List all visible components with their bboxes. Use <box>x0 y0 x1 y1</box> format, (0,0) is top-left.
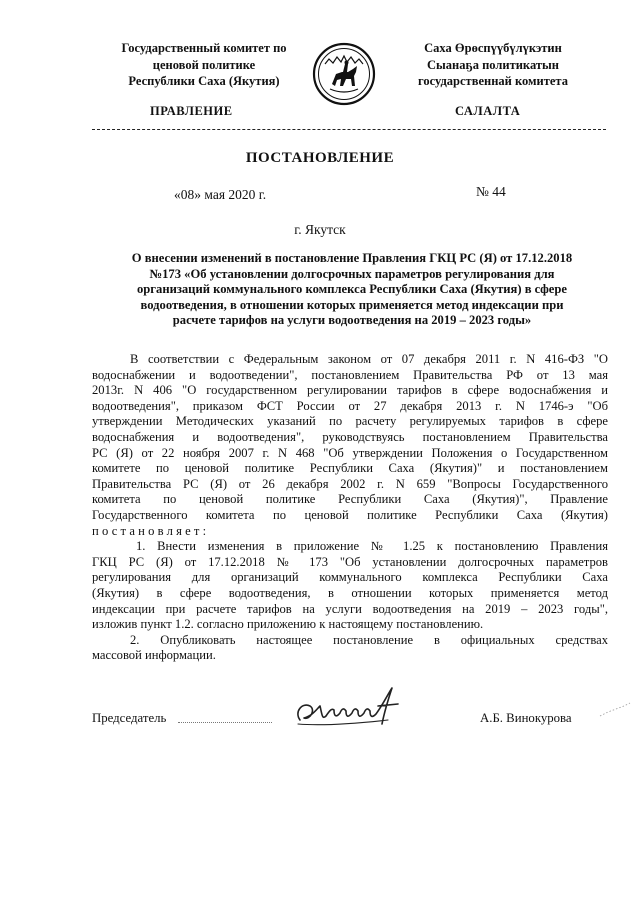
body-line: Государственного комитета по ценовой политике Республики Саха (Якутия) <box>92 507 608 522</box>
body-line: В соответствии с Федеральным законом от 07 декабря 2011 г. N 416-ФЗ "О <box>130 352 608 366</box>
item1-line: регулирования для организаций коммунального комплекса Республики Саха <box>92 570 608 585</box>
subject-line: расчете тарифов на услуги водоотведения на 2019 – 2023 годы» <box>172 313 532 327</box>
document-subject <box>96 251 608 329</box>
body-line: комитете по ценовой политике Республики Саха (Якутия)" и постановлением <box>92 461 608 476</box>
subject-line: организаций коммунального комплекса Республики Саха (Якутия) в сфере <box>137 282 567 296</box>
header-right-line: государственнай комитета <box>418 74 568 88</box>
header-left-org <box>104 40 304 90</box>
body-line: водоотведения", приказом ФСТ России от 27 декабря 2013 г. N 1746-э "Об <box>92 398 608 413</box>
item1-line: 1. Внести изменения в приложение № 1.25 к постановлению Правления <box>136 539 608 554</box>
document-date: «08» мая 2020 г. <box>174 187 267 202</box>
header-left-line: Республики Саха (Якутия) <box>128 74 280 88</box>
subject-line: водоотведения, в отношении которых применяется метод индексации при <box>140 297 564 312</box>
item2-line: массовой информации. <box>92 648 216 663</box>
document-number: № 44 <box>476 184 506 199</box>
board-label-ru: ПРАВЛЕНИЕ <box>150 104 233 118</box>
document-body <box>92 352 608 664</box>
header-right-org <box>388 40 598 90</box>
item2-line: 2. Опубликовать настоящее постановление в официальных средствах <box>130 632 608 647</box>
board-label-sakha: САЛАЛТА <box>455 104 521 118</box>
item1-line: ГКЦ РС (Я) от 17.12.2018 № 173 "Об установлении долгосрочных параметров <box>92 554 608 569</box>
header-left-line: Государственный комитет по <box>121 41 287 55</box>
subject-line: №173 «Об установлении долгосрочных параметров регулирования для <box>149 266 555 281</box>
item1-line: изложив пункт 1.2. согласно приложению к настоящему постановлению. <box>92 617 484 632</box>
document-city: г. Якутск <box>294 222 346 237</box>
resolves-word: постановляет: <box>92 523 210 538</box>
body-line: Правительства РС (Я) от 26 декабря 2002 г. N 659 "Вопросы Государственного <box>92 476 608 491</box>
header-right-line: Сыанаҕа политикатын <box>427 57 559 72</box>
signatory-title: Председатель <box>92 711 167 725</box>
scan-artifact <box>598 700 632 720</box>
body-line: РС (Я) от 22 ноября 2007 г. N 468 "Об утверждении Положения о Государственном <box>92 445 608 460</box>
header-right-line: Саха Өрөспүүбүлүкэтин <box>424 41 562 55</box>
item1-line: индексации при расчете тарифов на услуги водоотведения на 2019 – 2023 годы", <box>92 601 608 616</box>
body-line: комитета по ценовой политике Республики Саха (Якутия)", Правление <box>92 492 608 507</box>
subject-line: О внесении изменений в постановление Правления ГКЦ РС (Я) от 17.12.2018 <box>131 251 573 265</box>
body-line: 2013г. N 406 "О государственном регулировании тарифов в сфере водоснабжения и <box>92 383 608 398</box>
body-line: водоснабжения и водоотведения", руководствуясь постановлением Правительства <box>92 429 608 444</box>
header-divider <box>92 129 606 130</box>
signature-dotted-line <box>178 722 272 723</box>
item1-line: (Якутия) в сфере водоотведения, в отношении которых применяется метод <box>92 585 608 600</box>
coat-of-arms-emblem-icon <box>312 42 376 106</box>
document-title: ПОСТАНОВЛЕНИЕ <box>245 150 395 166</box>
signatory-name: А.Б. Винокурова <box>480 711 572 725</box>
body-line: водоснабжении и водоотведении", постановлением Правительства РФ от 13 мая <box>92 367 608 382</box>
body-line: утверждении Методических указаний по расчету регулируемых тарифов в сфере <box>92 414 608 429</box>
header-left-line: ценовой политике <box>152 57 256 72</box>
handwritten-signature <box>292 680 412 736</box>
